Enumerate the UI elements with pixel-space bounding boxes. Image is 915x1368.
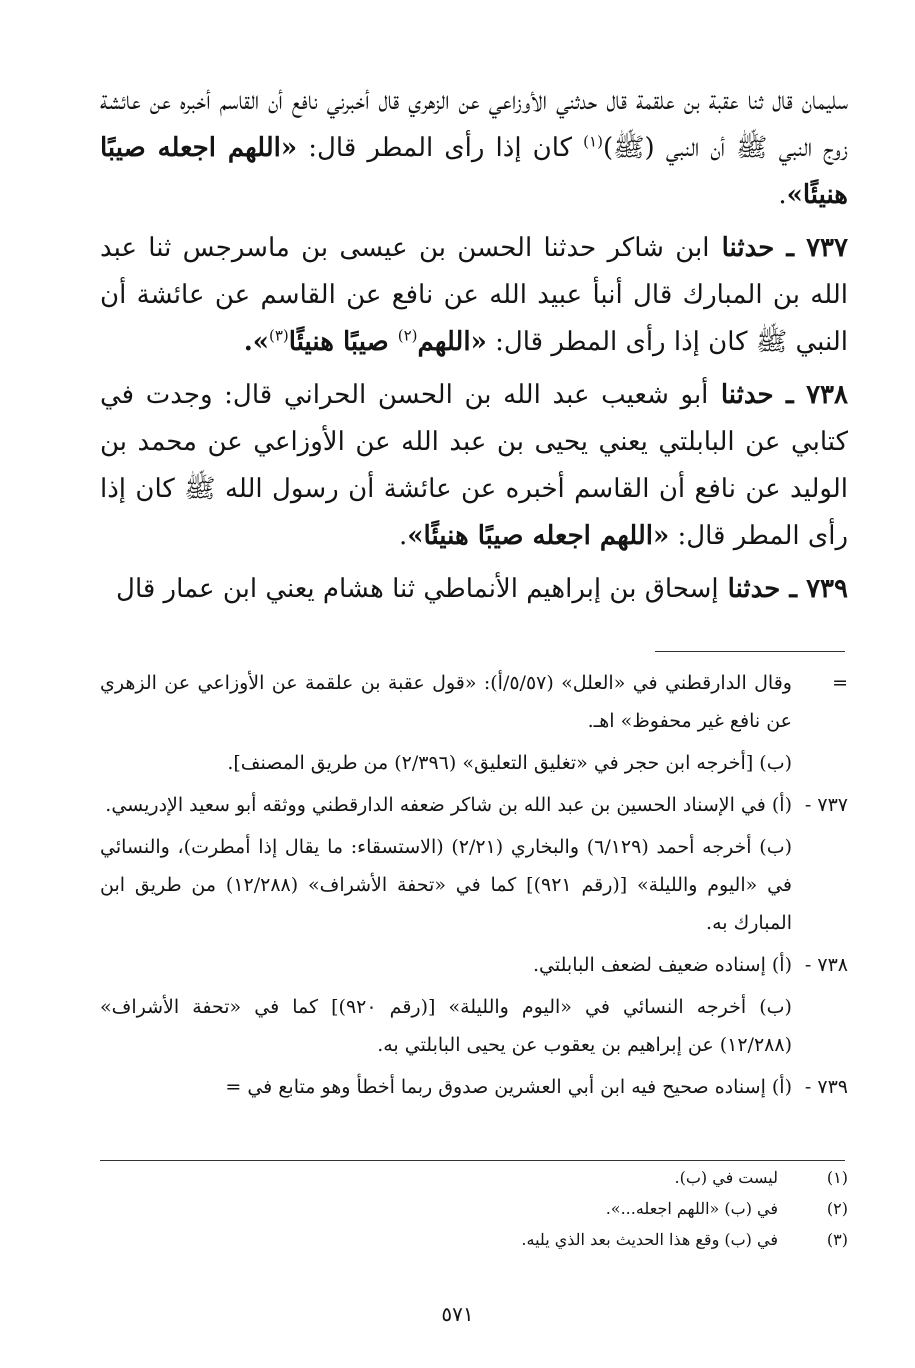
footnotes-divider — [100, 1160, 845, 1161]
dua-text: «اللهم اجعله صيبًا هنيئًا» — [100, 133, 848, 210]
note-738 — [100, 946, 848, 984]
footnotes — [100, 1162, 848, 1255]
note-text: (أ) إسناده ضعيف لضعف البابلتي. — [533, 954, 792, 976]
note-sub-b: (ب) أخرجه أحمد (٦/١٢٩) والبخاري (٢/٢١) (الاستسقاء: ما يقال إذا أمطرت)، والنسائي في «اليوم والليلة» [(رقم ٩٢١)] كما في «تحفة الأشراف» (١٢/٢٨٨) من طريق ابن المبارك به. — [100, 836, 792, 934]
footnote — [100, 1193, 848, 1224]
footnote-number: (٢) — [826, 1199, 848, 1218]
dua-text: صيبًا هنيئًا — [288, 327, 398, 357]
note-text: (أ) إسناده صحيح فيه ابن أبي العشرين صدوق ربما أخطأ وهو متابع في = — [225, 1076, 792, 1098]
note-continuation — [100, 664, 848, 740]
note-prefix: ٧٣٨ - — [804, 954, 848, 976]
footnote-number: (٣) — [826, 1230, 848, 1249]
footnote — [100, 1162, 848, 1193]
note-prefix: ٧٣٩ - — [804, 1076, 848, 1098]
dua-text: «اللهم اجعله صيبًا هنيئًا» — [407, 521, 670, 551]
text-run: سليمان قال ثنا عقبة بن علقمة قال حدثني الأوزاعي عن الزهري قال أخبرني نافع أن القاسم أخبره عن عائشة زوج النبي ﷺ أن النبي (ﷺ) — [100, 86, 848, 163]
footnote-text: في (ب) «اللهم اجعله...». — [605, 1199, 778, 1218]
hadith-number: ٧٣٧ — [806, 233, 848, 263]
note-prefix: ٧٣٧ - — [804, 794, 848, 816]
footnote — [100, 1224, 848, 1255]
text-run: . — [399, 521, 408, 551]
text-run: أبو شعيب عبد الله بن الحسن الحراني قال: وجدت في كتابي عن البابلتي يعني يحيى بن عبد الله عن الأوزاعي عن محمد بن الوليد عن نافع أن القاسم أخبره عن عائشة أن رسول الله ﷺ كان إذا رأى المطر قال: — [100, 380, 848, 551]
text-run: كان إذا رأى المطر قال: — [297, 133, 584, 163]
footnote-text: في (ب) وقع هذا الحديث بعد الذي يليه. — [521, 1230, 778, 1249]
text-run: ابن شاكر حدثنا الحسن بن عيسى بن ماسرجس ثنا عبد الله بن المبارك قال أنبأ عبيد الله عن نافع عن القاسم عن عائشة أن النبي ﷺ كان إذا رأى المطر قال: — [100, 233, 848, 357]
text-run: إسحاق بن إبراهيم الأنماطي ثنا هشام يعني ابن عمار قال — [116, 574, 719, 604]
footnote-number: (١) — [826, 1168, 848, 1187]
hadith-heading: ـ حدثنا — [718, 574, 807, 604]
hadith-number: ٧٣٨ — [806, 380, 848, 410]
note-739 — [100, 1068, 848, 1106]
notes-divider — [655, 651, 845, 652]
commentary-notes — [100, 664, 848, 1106]
note-text: وقال الدارقطني في «العلل» (٥/٥٧/أ): «قول عقبة بن علقمة عن الأوزاعي عن الزهري عن نافع غير محفوظ» اهـ. — [100, 672, 792, 732]
note-sub-b: (ب) أخرجه النسائي في «اليوم والليلة» [(رقم ٩٢٠)] كما في «تحفة الأشراف» (١٢/٢٨٨) عن إبراهيم بن يعقوب عن يحيى البابلتي به. — [100, 996, 792, 1056]
hadith-739 — [100, 566, 848, 613]
note-text: (أ) في الإسناد الحسين بن عبد الله بن شاكر ضعفه الدارقطني ووثقه أبو سعيد الإدريسي. — [105, 794, 792, 816]
hadith-heading: ـ حدثنا — [709, 233, 807, 263]
hadith-737 — [100, 225, 848, 366]
footnote-text: ليست في (ب). — [674, 1168, 778, 1187]
footnote-ref-3: (٣) — [269, 326, 289, 345]
note-sub-b: (ب) [أخرجه ابن حجر في «تغليق التعليق» (٢/٣٩٦) من طريق المصنف]. — [227, 752, 792, 774]
hadith-text-block — [100, 78, 848, 613]
dua-text: ». — [243, 327, 269, 357]
dua-text: «اللهم — [417, 327, 487, 357]
footnote-ref-2: (٢) — [397, 326, 418, 345]
footnote-ref-1: (١) — [583, 132, 603, 151]
page-number: ٥٧١ — [441, 1302, 474, 1326]
note-737 — [100, 786, 848, 824]
hadith-736-continuation — [100, 78, 848, 219]
note-prefix: = — [832, 672, 848, 694]
hadith-heading: ـ حدثنا — [708, 380, 807, 410]
text-run: . — [778, 180, 787, 210]
hadith-number: ٧٣٩ — [806, 574, 848, 604]
hadith-738 — [100, 372, 848, 560]
